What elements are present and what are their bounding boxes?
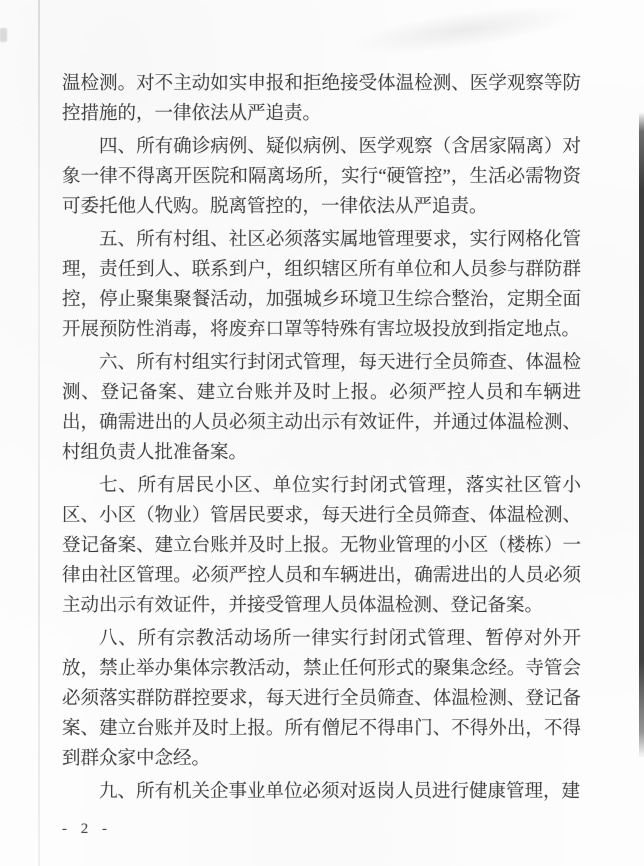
scan-smudge xyxy=(349,0,582,64)
scan-crease-line xyxy=(38,0,40,866)
paragraph-item-4: 四、所有确诊病例、疑似病例、医学观察（含居家隔离）对象一律不得离开医院和隔离场所，实行“硬管控”，生活必需物资可委托他人代购。脱离管控的，一律依法从严追责。 xyxy=(62,137,581,217)
paragraph-item-7: 七、所有居民小区、单位实行封闭式管理，落实社区管小区、小区（物业）管居民要求，每天进行全员筛查、体温检测、登记备案、建立台账并及时上报。无物业管理的小区（楼栋）一律由社区管理。必须严控人员和车辆进出，确需进出的人员必须主动出示有效证件，并接受管理人员体温检测、登记备案。 xyxy=(62,476,581,616)
scan-mark xyxy=(0,28,7,42)
body-text xyxy=(62,69,581,810)
page-number: - 2 - xyxy=(62,821,112,837)
paragraph-item-9: 九、所有机关企事业单位必须对返岗人员进行健康管理，建 xyxy=(99,782,581,802)
paragraph-continuation: 温检测。对不主动如实申报和拒绝接受体温检测、医学观察等防控措施的，一律依法从严追责。 xyxy=(62,74,581,124)
paragraph-item-8: 八、所有宗教活动场所一律实行封闭式管理、暂停对外开放，禁止举办集体宗教活动，禁止任何形式的聚集念经。寺管会必须落实群防群控要求，每天进行全员筛查、体温检测、登记备案、建立台账并及时上报。所有僧尼不得串门、不得外出，不得到群众家中念经。 xyxy=(62,629,581,769)
paragraph-item-5: 五、所有村组、社区必须落实属地管理要求，实行网格化管理，责任到人、联系到户，组织辖区所有单位和人员参与群防群控，停止聚集聚餐活动，加强城乡环境卫生综合整治，定期全面开展预防性消毒，将废弃口罩等特殊有害垃圾投放到指定地点。 xyxy=(62,230,581,340)
paragraph-item-6: 六、所有村组实行封闭式管理，每天进行全员筛查、体温检测、登记备案、建立台账并及时上报。必须严控人员和车辆进出，确需进出的人员必须主动出示有效证件，并通过体温检测、村组负责人批准备案。 xyxy=(62,353,581,463)
scan-edge-strip xyxy=(639,112,644,758)
